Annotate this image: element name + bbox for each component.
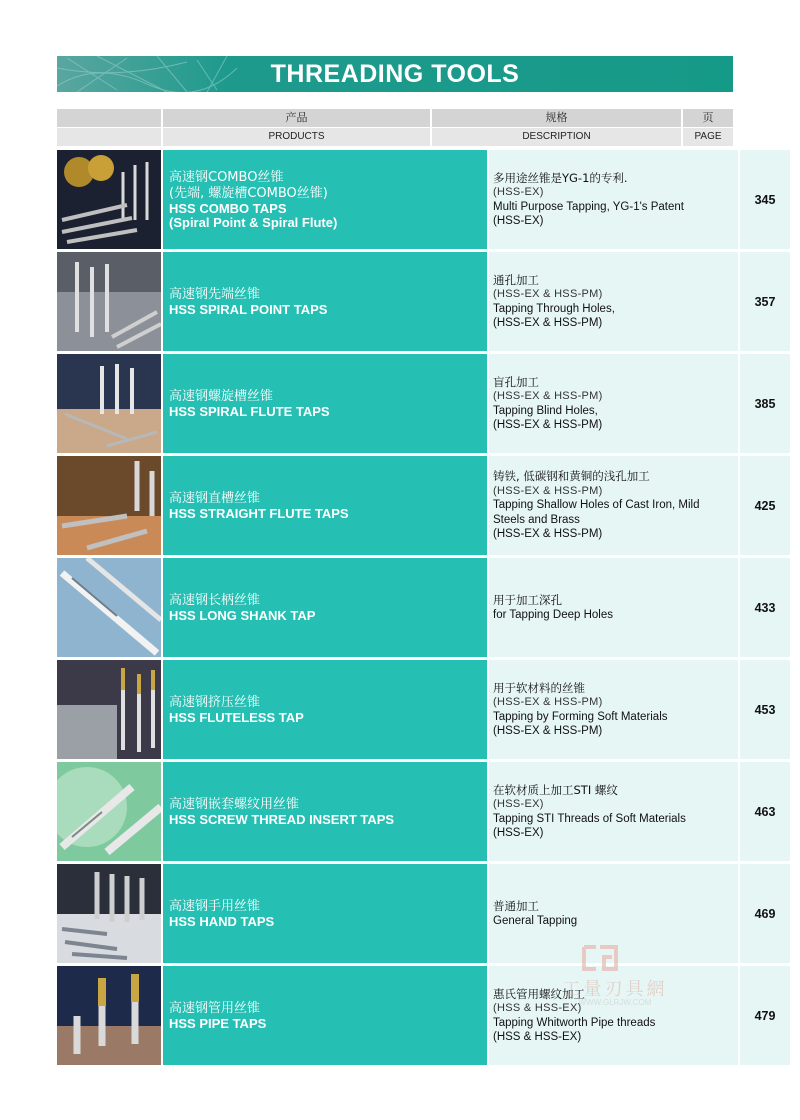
product-name-en: HSS SPIRAL POINT TAPS bbox=[169, 301, 328, 317]
page-number: 453 bbox=[740, 660, 790, 759]
description-cn: 用于加工深孔 bbox=[493, 593, 562, 607]
page-number: 357 bbox=[740, 252, 790, 351]
description-material: (HSS-EX) bbox=[493, 798, 544, 810]
header-page-cn: 页 bbox=[683, 109, 733, 127]
product-row bbox=[57, 354, 776, 453]
description-material: (HSS & HSS-EX) bbox=[493, 1002, 582, 1014]
page-number: 479 bbox=[740, 966, 790, 1065]
description-en-material: (HSS-EX & HSS-PM) bbox=[493, 419, 603, 431]
description-cell bbox=[489, 660, 738, 759]
product-name-en: HSS HAND TAPS bbox=[169, 913, 275, 929]
product-name-en: HSS STRAIGHT FLUTE TAPS bbox=[169, 505, 349, 521]
page-number: 433 bbox=[740, 558, 790, 657]
description-en: Tapping Blind Holes, bbox=[493, 404, 598, 417]
description-en: for Tapping Deep Holes bbox=[493, 608, 613, 621]
product-name-cn: 高速钢直槽丝锥 bbox=[169, 490, 261, 506]
description-cn: 普通加工 bbox=[493, 899, 539, 913]
product-row bbox=[57, 150, 776, 249]
product-name-cell bbox=[163, 558, 487, 657]
product-name-cell bbox=[163, 354, 487, 453]
product-photo-pipe-taps bbox=[57, 966, 161, 1065]
product-photo-straight-flute-taps bbox=[57, 456, 161, 555]
page-title: THREADING TOOLS bbox=[270, 60, 520, 88]
description-en: Tapping STI Threads of Soft Materials bbox=[493, 812, 686, 825]
product-name-cell bbox=[163, 762, 487, 861]
description-cn: 用于软材料的丝锥 bbox=[493, 680, 585, 695]
product-name-cell bbox=[163, 456, 487, 555]
watermark-logo-icon bbox=[580, 943, 620, 973]
header-product-en: PRODUCTS bbox=[163, 128, 430, 146]
product-photo-screw-thread-insert-taps bbox=[57, 762, 161, 861]
product-row bbox=[57, 660, 776, 759]
product-name-en: HSS COMBO TAPS bbox=[169, 200, 287, 216]
description-cell bbox=[489, 762, 738, 861]
description-cell bbox=[489, 456, 738, 555]
description-material: (HSS-EX & HSS-PM) bbox=[493, 390, 603, 402]
product-name-cn: 高速钢先端丝锥 bbox=[169, 286, 261, 302]
product-name-cell bbox=[163, 150, 487, 249]
product-name-en: HSS LONG SHANK TAP bbox=[169, 607, 316, 623]
description-cn: 通孔加工 bbox=[493, 272, 539, 287]
product-name-cn: 高速钢嵌套螺纹用丝锥 bbox=[169, 796, 300, 812]
product-photo-fluteless-tap bbox=[57, 660, 161, 759]
description-en-material: (HSS-EX & HSS-PM) bbox=[493, 317, 603, 329]
watermark-text: 工量刃具網 bbox=[562, 979, 668, 1000]
description-material: (HSS-EX) bbox=[493, 186, 544, 198]
product-row bbox=[57, 252, 776, 351]
product-row bbox=[57, 558, 776, 657]
description-cell bbox=[489, 252, 738, 351]
description-cell bbox=[489, 558, 738, 657]
product-name-cn: 高速钢手用丝锥 bbox=[169, 898, 261, 914]
description-cn: 多用途丝锥是YG-1的专利. bbox=[493, 170, 628, 185]
description-cell bbox=[489, 354, 738, 453]
product-photo-spiral-point-taps bbox=[57, 252, 161, 351]
description-material: (HSS-EX & HSS-PM) bbox=[493, 484, 603, 497]
description-cn: 盲孔加工 bbox=[493, 374, 539, 389]
description-en-material: (HSS-EX) bbox=[493, 215, 544, 227]
product-photo-spiral-flute-taps bbox=[57, 354, 161, 453]
product-name-cn: 高速钢COMBO丝锥 bbox=[169, 169, 284, 185]
product-name-cn: 高速钢长柄丝锥 bbox=[169, 592, 261, 608]
watermark-url: WWW.GLRJW.COM bbox=[578, 998, 652, 1007]
product-name-en: HSS PIPE TAPS bbox=[169, 1015, 267, 1031]
page-number: 345 bbox=[740, 150, 790, 249]
product-name-en-detail: (Spiral Point & Spiral Flute) bbox=[169, 214, 338, 230]
description-en: Tapping Through Holes, bbox=[493, 302, 615, 315]
description-en: Tapping by Forming Soft Materials bbox=[493, 710, 668, 723]
product-name-en: HSS SPIRAL FLUTE TAPS bbox=[169, 403, 330, 419]
description-cn: 在软材质上加工STI 螺纹 bbox=[493, 782, 618, 797]
page-number: 469 bbox=[740, 864, 790, 963]
product-name-cn-detail: (先端, 螺旋槽COMBO丝锥) bbox=[169, 185, 328, 201]
header-desc-cn: 规格 bbox=[432, 109, 681, 127]
description-cn: 惠氏管用螺纹加工 bbox=[493, 986, 585, 1001]
product-photo-combo-taps bbox=[57, 150, 161, 249]
description-en: General Tapping bbox=[493, 914, 578, 927]
page-number: 463 bbox=[740, 762, 790, 861]
description-cn: 铸铁, 低碳钢和黄铜的浅孔加工 bbox=[493, 469, 650, 484]
header-desc-en: DESCRIPTION bbox=[432, 128, 681, 146]
description-en-material: (HSS-EX & HSS-PM) bbox=[493, 528, 603, 541]
product-row bbox=[57, 762, 776, 861]
watermark bbox=[540, 943, 690, 1013]
description-en-material: (HSS-EX & HSS-PM) bbox=[493, 725, 603, 737]
product-photo-hand-taps bbox=[57, 864, 161, 963]
product-name-en: HSS SCREW THREAD INSERT TAPS bbox=[169, 811, 395, 827]
product-name-cn: 高速钢挤压丝锥 bbox=[169, 694, 261, 710]
description-material: (HSS-EX & HSS-PM) bbox=[493, 696, 603, 708]
header-blank-en bbox=[57, 128, 161, 146]
page-number: 425 bbox=[740, 456, 790, 555]
description-en-line2: Steels and Brass bbox=[493, 513, 580, 526]
description-en-material: (HSS-EX) bbox=[493, 827, 544, 839]
header-blank-cn bbox=[57, 109, 161, 127]
product-name-cell bbox=[163, 252, 487, 351]
title-banner bbox=[57, 56, 733, 92]
page-number: 385 bbox=[740, 354, 790, 453]
description-en-material: (HSS & HSS-EX) bbox=[493, 1031, 582, 1043]
product-name-cn: 高速钢管用丝锥 bbox=[169, 1000, 261, 1016]
description-en: Multi Purpose Tapping, YG-1's Patent bbox=[493, 200, 684, 213]
product-row bbox=[57, 456, 776, 555]
product-name-cell bbox=[163, 660, 487, 759]
description-material: (HSS-EX & HSS-PM) bbox=[493, 288, 603, 300]
product-name-cn: 高速钢螺旋槽丝锥 bbox=[169, 388, 274, 404]
product-name-cell bbox=[163, 966, 487, 1065]
description-en: Tapping Shallow Holes of Cast Iron, Mild bbox=[493, 499, 700, 512]
product-name-cell bbox=[163, 864, 487, 963]
description-en: Tapping Whitworth Pipe threads bbox=[493, 1016, 656, 1029]
header-page-en: PAGE bbox=[683, 128, 733, 146]
product-photo-long-shank-tap bbox=[57, 558, 161, 657]
product-name-en: HSS FLUTELESS TAP bbox=[169, 709, 304, 725]
header-product-cn: 产品 bbox=[163, 109, 430, 127]
description-cell bbox=[489, 150, 738, 249]
